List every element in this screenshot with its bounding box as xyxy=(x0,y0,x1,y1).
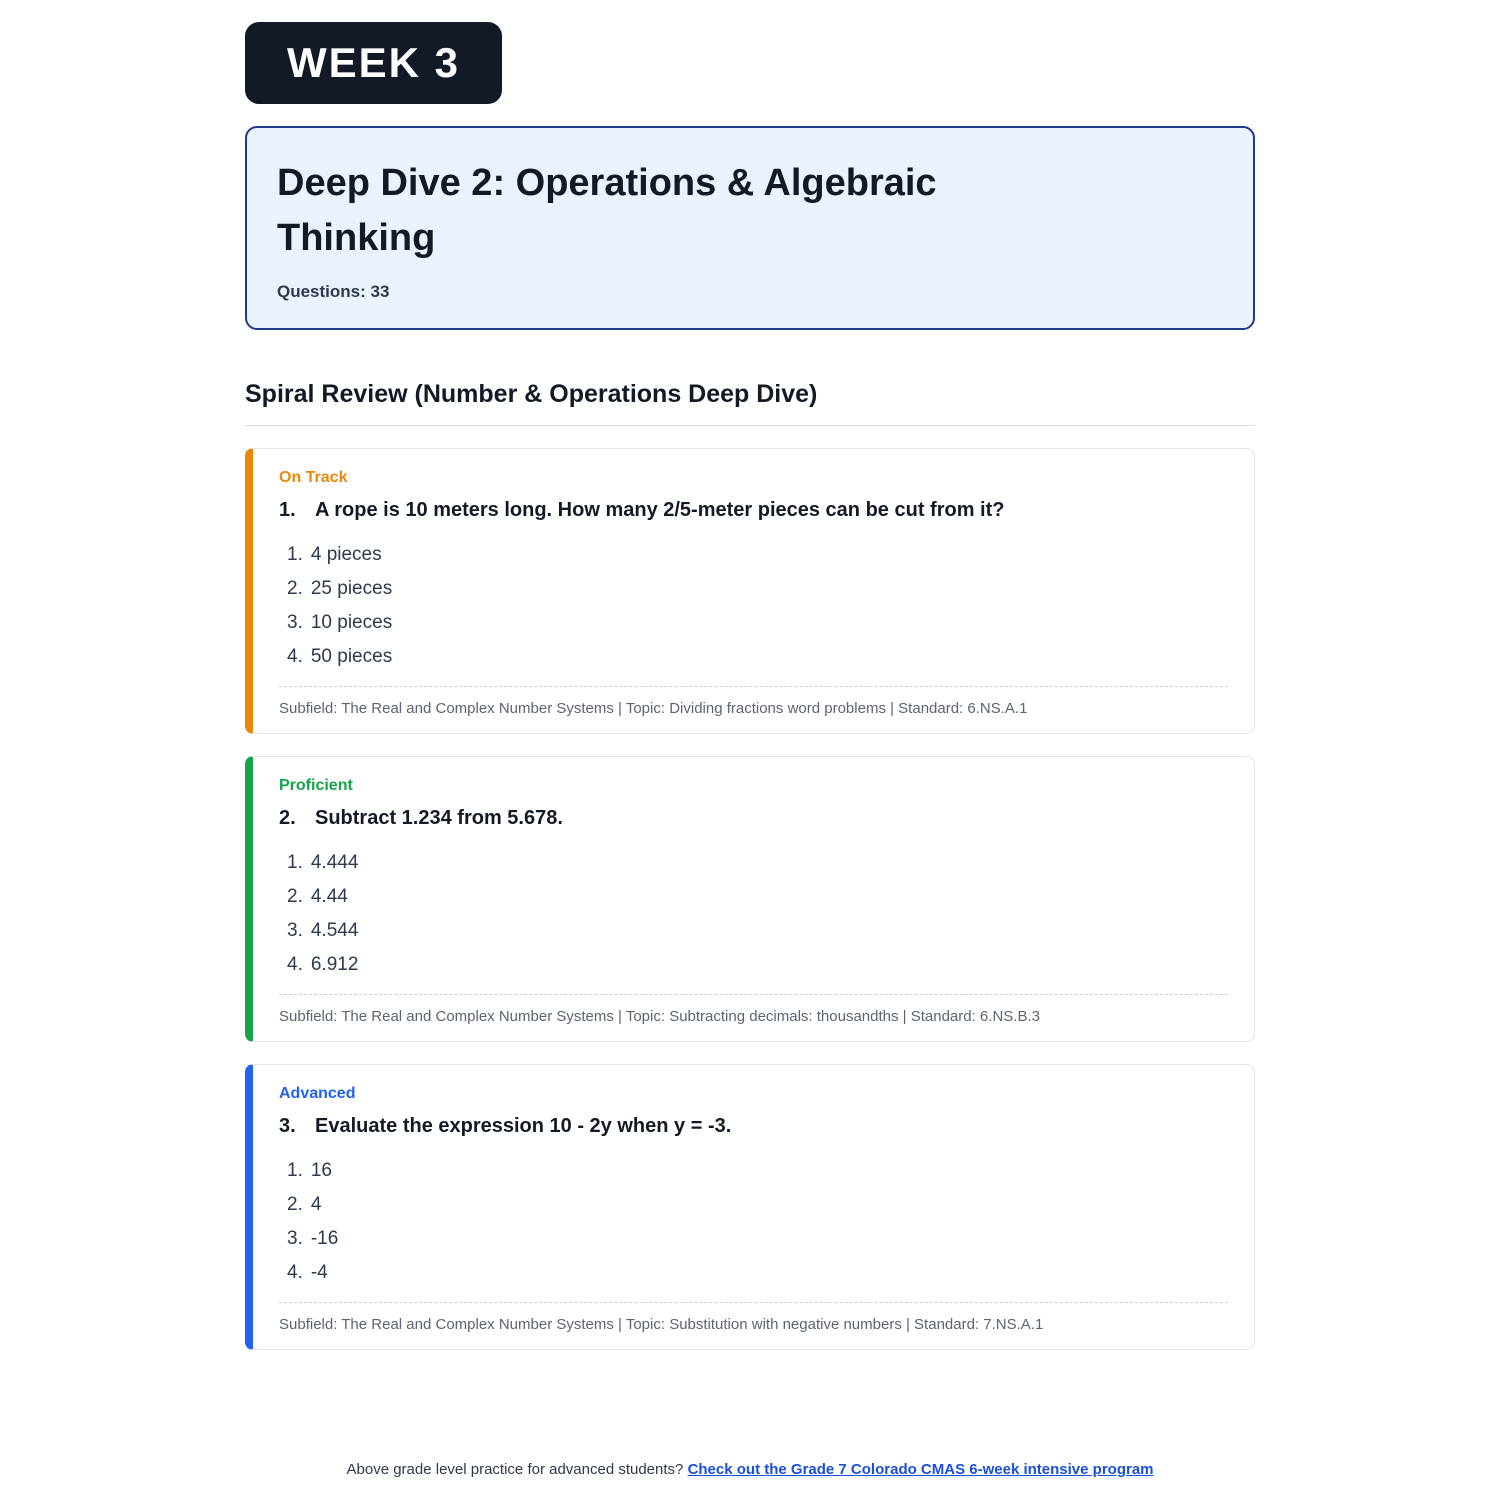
answer-choices xyxy=(287,538,1228,674)
difficulty-badge: Proficient xyxy=(279,777,353,795)
footer-text: Above grade level practice for advanced students? xyxy=(346,1461,684,1478)
answer-choice-number: 4. xyxy=(287,646,303,668)
question-metadata: Subfield: The Real and Complex Number Systems | Topic: Dividing fractions word problems | Standard: 6.NS.A.1 xyxy=(279,686,1228,717)
page-title: Deep Dive 2: Operations & Algebraic Thinking xyxy=(277,162,937,260)
title-card xyxy=(245,126,1255,330)
answer-choice-number: 2. xyxy=(287,1194,303,1216)
section-heading: Spiral Review (Number & Operations Deep Dive) xyxy=(245,380,1255,426)
answer-choice[interactable] xyxy=(287,846,1228,880)
difficulty-badge: Advanced xyxy=(279,1085,356,1103)
answer-choice-number: 3. xyxy=(287,612,303,634)
answer-choice-label: 4 xyxy=(310,1194,322,1216)
answer-choice-number: 4. xyxy=(287,1262,303,1284)
answer-choice-number: 3. xyxy=(287,920,303,942)
answer-choice-label: 4.44 xyxy=(310,886,348,908)
page-footer xyxy=(0,1461,1500,1478)
answer-choice-label: 4 pieces xyxy=(310,544,382,566)
answer-choice[interactable] xyxy=(287,640,1228,674)
difficulty-badge: On Track xyxy=(279,469,348,487)
question-list xyxy=(245,448,1255,1350)
question-prompt xyxy=(279,1115,1228,1138)
answer-choice[interactable] xyxy=(287,538,1228,572)
answer-choices xyxy=(287,846,1228,982)
answer-choices xyxy=(287,1154,1228,1290)
question-prompt xyxy=(279,499,1228,522)
answer-choice-number: 1. xyxy=(287,544,303,566)
question-text: Evaluate the expression 10 - 2y when y = -3. xyxy=(315,1115,732,1138)
answer-choice[interactable] xyxy=(287,1188,1228,1222)
answer-choice-label: 16 xyxy=(310,1160,332,1182)
answer-choice-number: 1. xyxy=(287,1160,303,1182)
answer-choice-label: -4 xyxy=(310,1262,328,1284)
answer-choice[interactable] xyxy=(287,1256,1228,1290)
question-metadata: Subfield: The Real and Complex Number Systems | Topic: Subtracting decimals: thousandths | Standard: 6.NS.B.3 xyxy=(279,994,1228,1025)
week-badge: WEEK 3 xyxy=(245,22,502,104)
question-metadata: Subfield: The Real and Complex Number Systems | Topic: Substitution with negative numbers | Standard: 7.NS.A.1 xyxy=(279,1302,1228,1333)
answer-choice-label: 4.544 xyxy=(310,920,359,942)
question-number: 2. xyxy=(279,807,296,830)
answer-choice-label: 6.912 xyxy=(310,954,359,976)
answer-choice[interactable] xyxy=(287,1222,1228,1256)
answer-choice-label: 10 pieces xyxy=(310,612,393,634)
question-count: Questions: 33 xyxy=(277,282,390,302)
question-number: 1. xyxy=(279,499,296,522)
question-number: 3. xyxy=(279,1115,296,1138)
question-text: Subtract 1.234 from 5.678. xyxy=(315,807,563,830)
answer-choice[interactable] xyxy=(287,572,1228,606)
answer-choice[interactable] xyxy=(287,1154,1228,1188)
answer-choice[interactable] xyxy=(287,880,1228,914)
question-text: A rope is 10 meters long. How many 2/5-meter pieces can be cut from it? xyxy=(315,499,1005,522)
answer-choice-number: 2. xyxy=(287,578,303,600)
answer-choice[interactable] xyxy=(287,948,1228,982)
answer-choice-label: 4.444 xyxy=(310,852,359,874)
answer-choice-label: 50 pieces xyxy=(310,646,393,668)
answer-choice-number: 1. xyxy=(287,852,303,874)
answer-choice-number: 4. xyxy=(287,954,303,976)
question-prompt xyxy=(279,807,1228,830)
answer-choice-number: 2. xyxy=(287,886,303,908)
answer-choice[interactable] xyxy=(287,606,1228,640)
answer-choice-label: 25 pieces xyxy=(310,578,393,600)
answer-choice-label: -16 xyxy=(310,1228,339,1250)
question-card xyxy=(245,448,1255,734)
answer-choice-number: 3. xyxy=(287,1228,303,1250)
answer-choice[interactable] xyxy=(287,914,1228,948)
question-card xyxy=(245,1064,1255,1350)
footer-link[interactable]: Check out the Grade 7 Colorado CMAS 6-week intensive program xyxy=(687,1461,1154,1478)
question-card xyxy=(245,756,1255,1042)
